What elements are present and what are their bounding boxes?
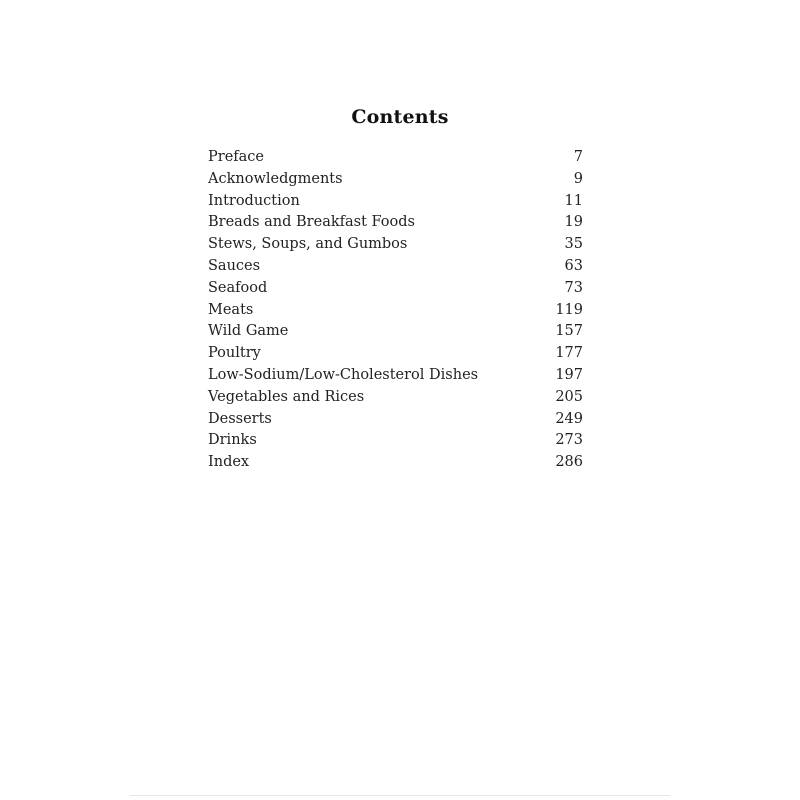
toc-entry-page-number: 11 xyxy=(564,192,583,209)
toc-entry-label[interactable]: Seafood xyxy=(208,279,268,296)
toc-entry-page-number: 157 xyxy=(555,323,583,340)
toc-entry[interactable] xyxy=(208,387,583,409)
toc-entry[interactable] xyxy=(208,212,583,234)
toc-entry-page-number: 9 xyxy=(573,170,583,187)
toc-entry-label[interactable]: Stews, Soups, and Gumbos xyxy=(208,236,408,253)
toc-entry-page-number: 119 xyxy=(555,301,583,318)
toc-entry[interactable] xyxy=(208,147,583,169)
toc-entry-page-number: 73 xyxy=(564,279,583,296)
toc-entry-page-number: 249 xyxy=(555,410,583,427)
page-bottom-divider xyxy=(130,795,670,796)
toc-entry[interactable] xyxy=(208,343,583,365)
toc-entry[interactable] xyxy=(208,409,583,431)
toc-entry-label[interactable]: Introduction xyxy=(208,192,300,209)
toc-entry-page-number: 7 xyxy=(573,149,583,165)
toc-entry[interactable] xyxy=(208,321,583,343)
toc-entry-label[interactable]: Drinks xyxy=(208,432,257,449)
toc-entry-page-number: 197 xyxy=(555,366,583,383)
toc-entry-label[interactable]: Breads and Breakfast Foods xyxy=(208,214,415,231)
toc-entry[interactable] xyxy=(208,256,583,278)
toc-entry[interactable] xyxy=(208,365,583,387)
toc-entry-page-number: 273 xyxy=(555,432,583,449)
toc-entry[interactable] xyxy=(208,169,583,191)
toc-entry[interactable] xyxy=(208,452,583,474)
toc-entry-label[interactable]: Wild Game xyxy=(208,323,289,340)
toc-entry-label[interactable]: Poultry xyxy=(208,345,261,362)
toc-entry-page-number: 63 xyxy=(564,257,583,274)
toc-entry-page-number: 19 xyxy=(564,214,583,231)
toc-entry-page-number: 35 xyxy=(564,236,583,253)
toc-entry-label[interactable]: Low-Sodium/Low-Cholesterol Dishes xyxy=(208,366,479,383)
toc-entry[interactable] xyxy=(208,300,583,322)
toc-entry-page-number: 177 xyxy=(555,345,583,362)
toc-entry-label[interactable]: Acknowledgments xyxy=(208,170,343,187)
toc-entry-label[interactable]: Index xyxy=(208,454,250,471)
toc-entry[interactable] xyxy=(208,234,583,256)
toc-entry-label[interactable]: Vegetables and Rices xyxy=(208,388,365,405)
toc-entry[interactable] xyxy=(208,430,583,452)
page-title: Contents xyxy=(351,106,449,128)
toc-entry-label[interactable]: Meats xyxy=(208,301,254,318)
toc-entry-label[interactable]: Preface xyxy=(208,149,264,165)
table-of-contents xyxy=(208,147,583,474)
toc-entry[interactable] xyxy=(208,191,583,213)
toc-entry[interactable] xyxy=(208,278,583,300)
toc-entry-page-number: 205 xyxy=(555,388,583,405)
toc-entry-label[interactable]: Desserts xyxy=(208,410,272,427)
toc-entry-label[interactable]: Sauces xyxy=(208,257,261,274)
toc-entry-page-number: 286 xyxy=(555,454,583,471)
